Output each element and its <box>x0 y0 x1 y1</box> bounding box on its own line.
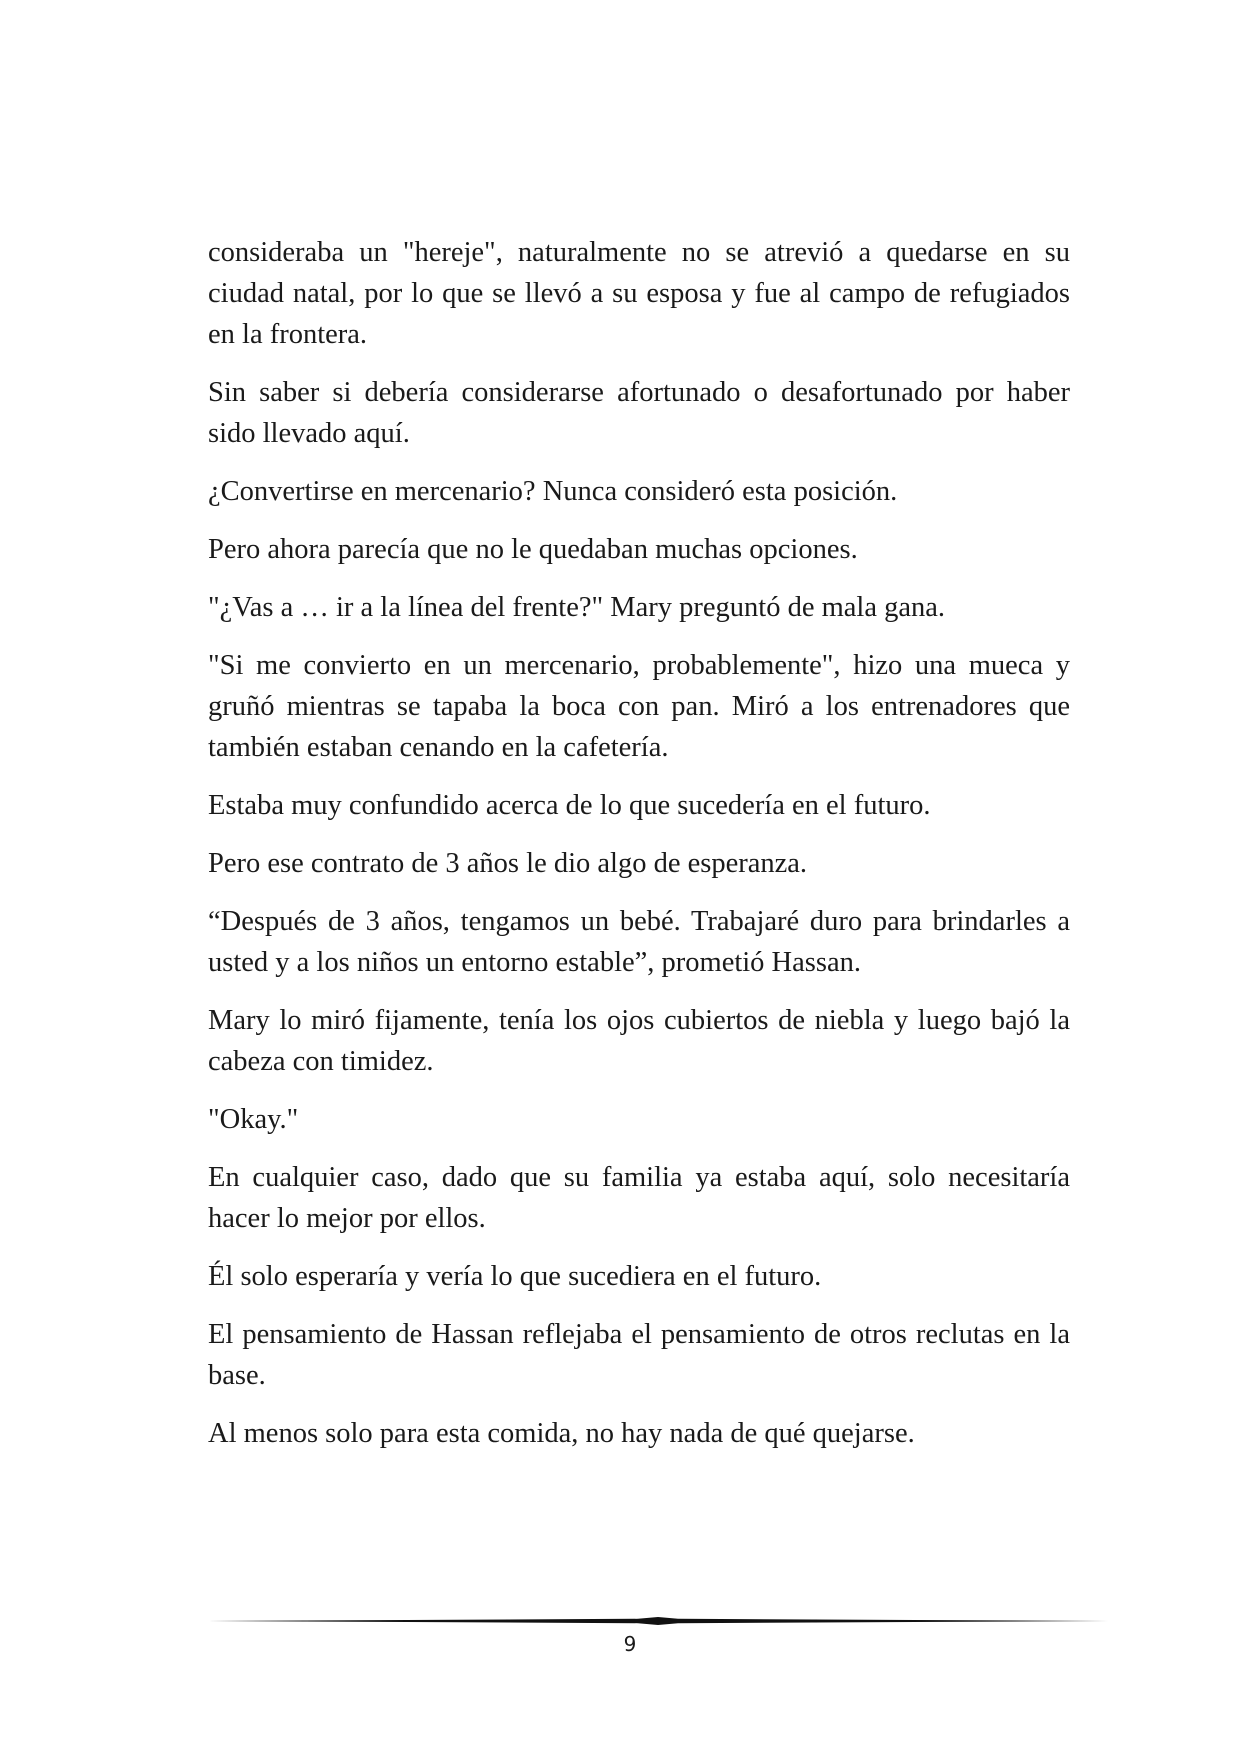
page-number: 9 <box>623 1632 637 1656</box>
paragraph: ¿Convertirse en mercenario? Nunca consideró esta posición. <box>208 476 898 507</box>
paragraph: "Si me convierto en un mercenario, probablemente", hizo una mueca y gruñó mientras se tapaba la boca con pan. Miró a los entrenadores que también estaban cenando en la cafetería. <box>208 650 1070 763</box>
body-text <box>208 232 1070 1471</box>
paragraph: "Okay." <box>208 1104 299 1135</box>
paragraph: Estaba muy confundido acerca de lo que sucedería en el futuro. <box>208 790 931 821</box>
paragraph: Al menos solo para esta comida, no hay nada de qué quejarse. <box>208 1418 915 1449</box>
footer-divider <box>208 1616 1108 1626</box>
paragraph: “Después de 3 años, tengamos un bebé. Trabajaré duro para brindarles a usted y a los niños un entorno estable”, prometió Hassan. <box>208 906 1070 978</box>
paragraph: El pensamiento de Hassan reflejaba el pensamiento de otros reclutas en la base. <box>208 1319 1070 1391</box>
paragraph: En cualquier caso, dado que su familia ya estaba aquí, solo necesitaría hacer lo mejor por ellos. <box>208 1162 1070 1234</box>
paragraph: Sin saber si debería considerarse afortunado o desafortunado por haber sido llevado aquí. <box>208 377 1070 449</box>
paragraph: "¿Vas a … ir a la línea del frente?" Mary preguntó de mala gana. <box>208 592 946 623</box>
paragraph: consideraba un "hereje", naturalmente no se atrevió a quedarse en su ciudad natal, por lo que se llevó a su esposa y fue al campo de refugiados en la frontera. <box>208 237 1070 350</box>
paragraph: Pero ese contrato de 3 años le dio algo de esperanza. <box>208 848 808 879</box>
paragraph: Él solo esperaría y vería lo que sucediera en el futuro. <box>208 1261 822 1292</box>
paragraph: Mary lo miró fijamente, tenía los ojos cubiertos de niebla y luego bajó la cabeza con timidez. <box>208 1005 1070 1077</box>
paragraph: Pero ahora parecía que no le quedaban muchas opciones. <box>208 534 858 565</box>
